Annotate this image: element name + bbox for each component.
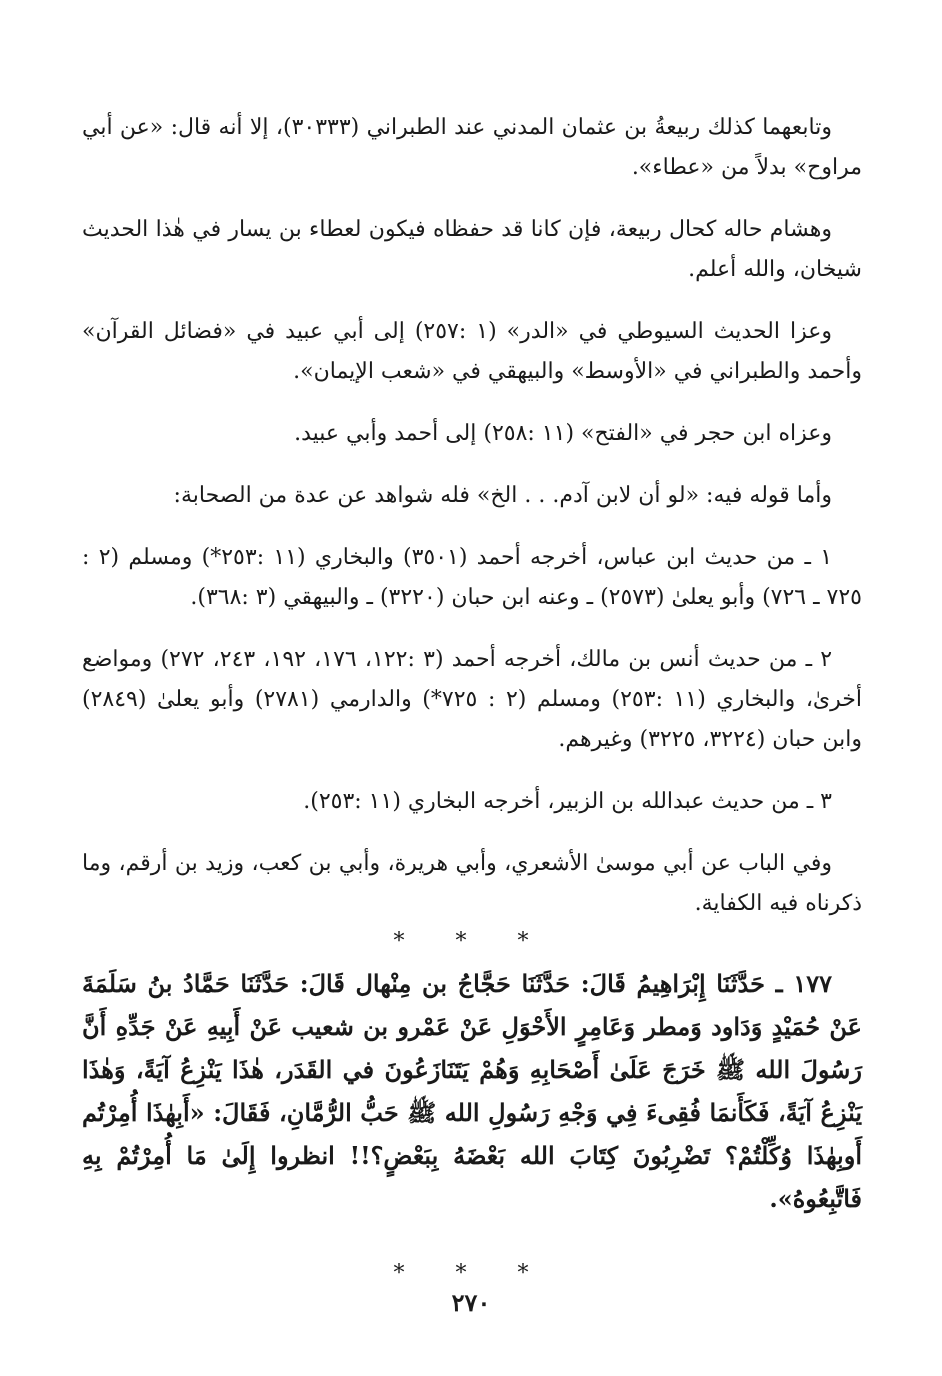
paragraph-suyuti-attribution: وعزا الحديث السيوطي في «الدر» (١ :٢٥٧) إلى أبي عبيد في «فضائل القرآن» وأحمد والطبراني في «الأوسط» والبيهقي في «شعب الإيمان». [82, 319, 862, 384]
end-separator: * * * [393, 1261, 551, 1286]
paragraph-ibn-abbas: ١ ـ من حديث ابن عباس، أخرجه أحمد (٣٥٠١) والبخاري (١١ :٢٥٣*) ومسلم (٢ : ٧٢٥ ـ ٧٢٦) وأبو يعلىٰ (٢٥٧٣) ـ وعنه ابن حبان (٣٢٢٠) ـ والبيهقي (٣ :٣٦٨). [82, 545, 862, 610]
paragraph-fil-bab: وفي الباب عن أبي موسىٰ الأشعري، وأبي هريرة، وأبي بن كعب، وزيد بن أرقم، وما ذكرناه فيه الكفاية. [82, 851, 862, 916]
paragraph-ibn-hajar: وعزاه ابن حجر في «الفتح» (١١ :٢٥٨) إلى أحمد وأبي عبيد. [294, 421, 832, 446]
hadith-177: ١٧٧ ـ حَدَّثَنَا إِبْرَاهِيمُ قَالَ: حَدَّثَنَا حَجَّاجُ بن مِنْهال قَالَ: حَدَّثَنَا حَمَّادُ بنُ سَلَمَةَ عَنْ حُمَيْدٍ وَدَاود وَمطر وَعَامِرٍ الأَحْوَلِ عَنْ عَمْرو بن شعيب عَنْ أَبِيهِ عَنْ جَدِّهِ أَنَّ رَسُولَ الله ﷺ خَرَجَ عَلَىٰ أَصْحَابِهِ وَهُمْ يَتَنَازَعُونَ في القَدَر، هٰذَا يَنْزِعُ آيَةً، وَهٰذَا يَنْزِعُ آيَةً، فَكَأَنمَا فُقِىءَ فِي وَجْهِ رَسُولِ الله ﷺ حَبُّ الرُّمَّانِ، فَقَالَ: «أَبِهٰذَا أُمِرْتُم أَوبِهٰذَا وُكِّلْتُمْ؟ تَضْرِبُونَ كِتَابَ الله بَعْضَهُ بِبَعْضٍ؟!! انظروا إِلَىٰ مَا أُمِرْتُمْ بِهِ فَاتَّبِعُوهُ». [82, 969, 862, 1213]
paragraph-shawahid-intro: وأما قوله فيه: «لو أن لابن آدم. . . الخ» فله شواهد عن عدة من الصحابة: [173, 483, 832, 508]
section-separator: * * * [393, 929, 551, 954]
page-body [82, 108, 862, 1294]
paragraph-rabia-followup: وتابعهما كذلك ربيعةُ بن عثمان المدني عند الطبراني (٣٠٣٣٣)، إلا أنه قال: «عن أبي مراوح» بدلاً من «عطاء». [82, 115, 862, 180]
paragraph-hisham: وهشام حاله كحال ربيعة، فإن كانا قد حفظاه فيكون لعطاء بن يسار في هٰذا الحديث شيخان، والله أعلم. [82, 217, 862, 282]
page-number: ٢٧٠ [451, 1288, 491, 1317]
paragraph-anas: ٢ ـ من حديث أنس بن مالك، أخرجه أحمد (٣ :١٢٢، ١٧٦، ١٩٢، ٢٤٣، ٢٧٢) ومواضع أخرىٰ، والبخاري (١١ :٢٥٣) ومسلم (٢ : ٧٢٥*) والدارمي (٢٧٨١) وأبو يعلىٰ (٢٨٤٩) وابن حبان (٣٢٢٤، ٣٢٢٥) وغيرهم. [82, 647, 862, 752]
paragraph-ibn-zubayr: ٣ ـ من حديث عبدالله بن الزبير، أخرجه البخاري (١١ :٢٥٣). [303, 789, 832, 814]
